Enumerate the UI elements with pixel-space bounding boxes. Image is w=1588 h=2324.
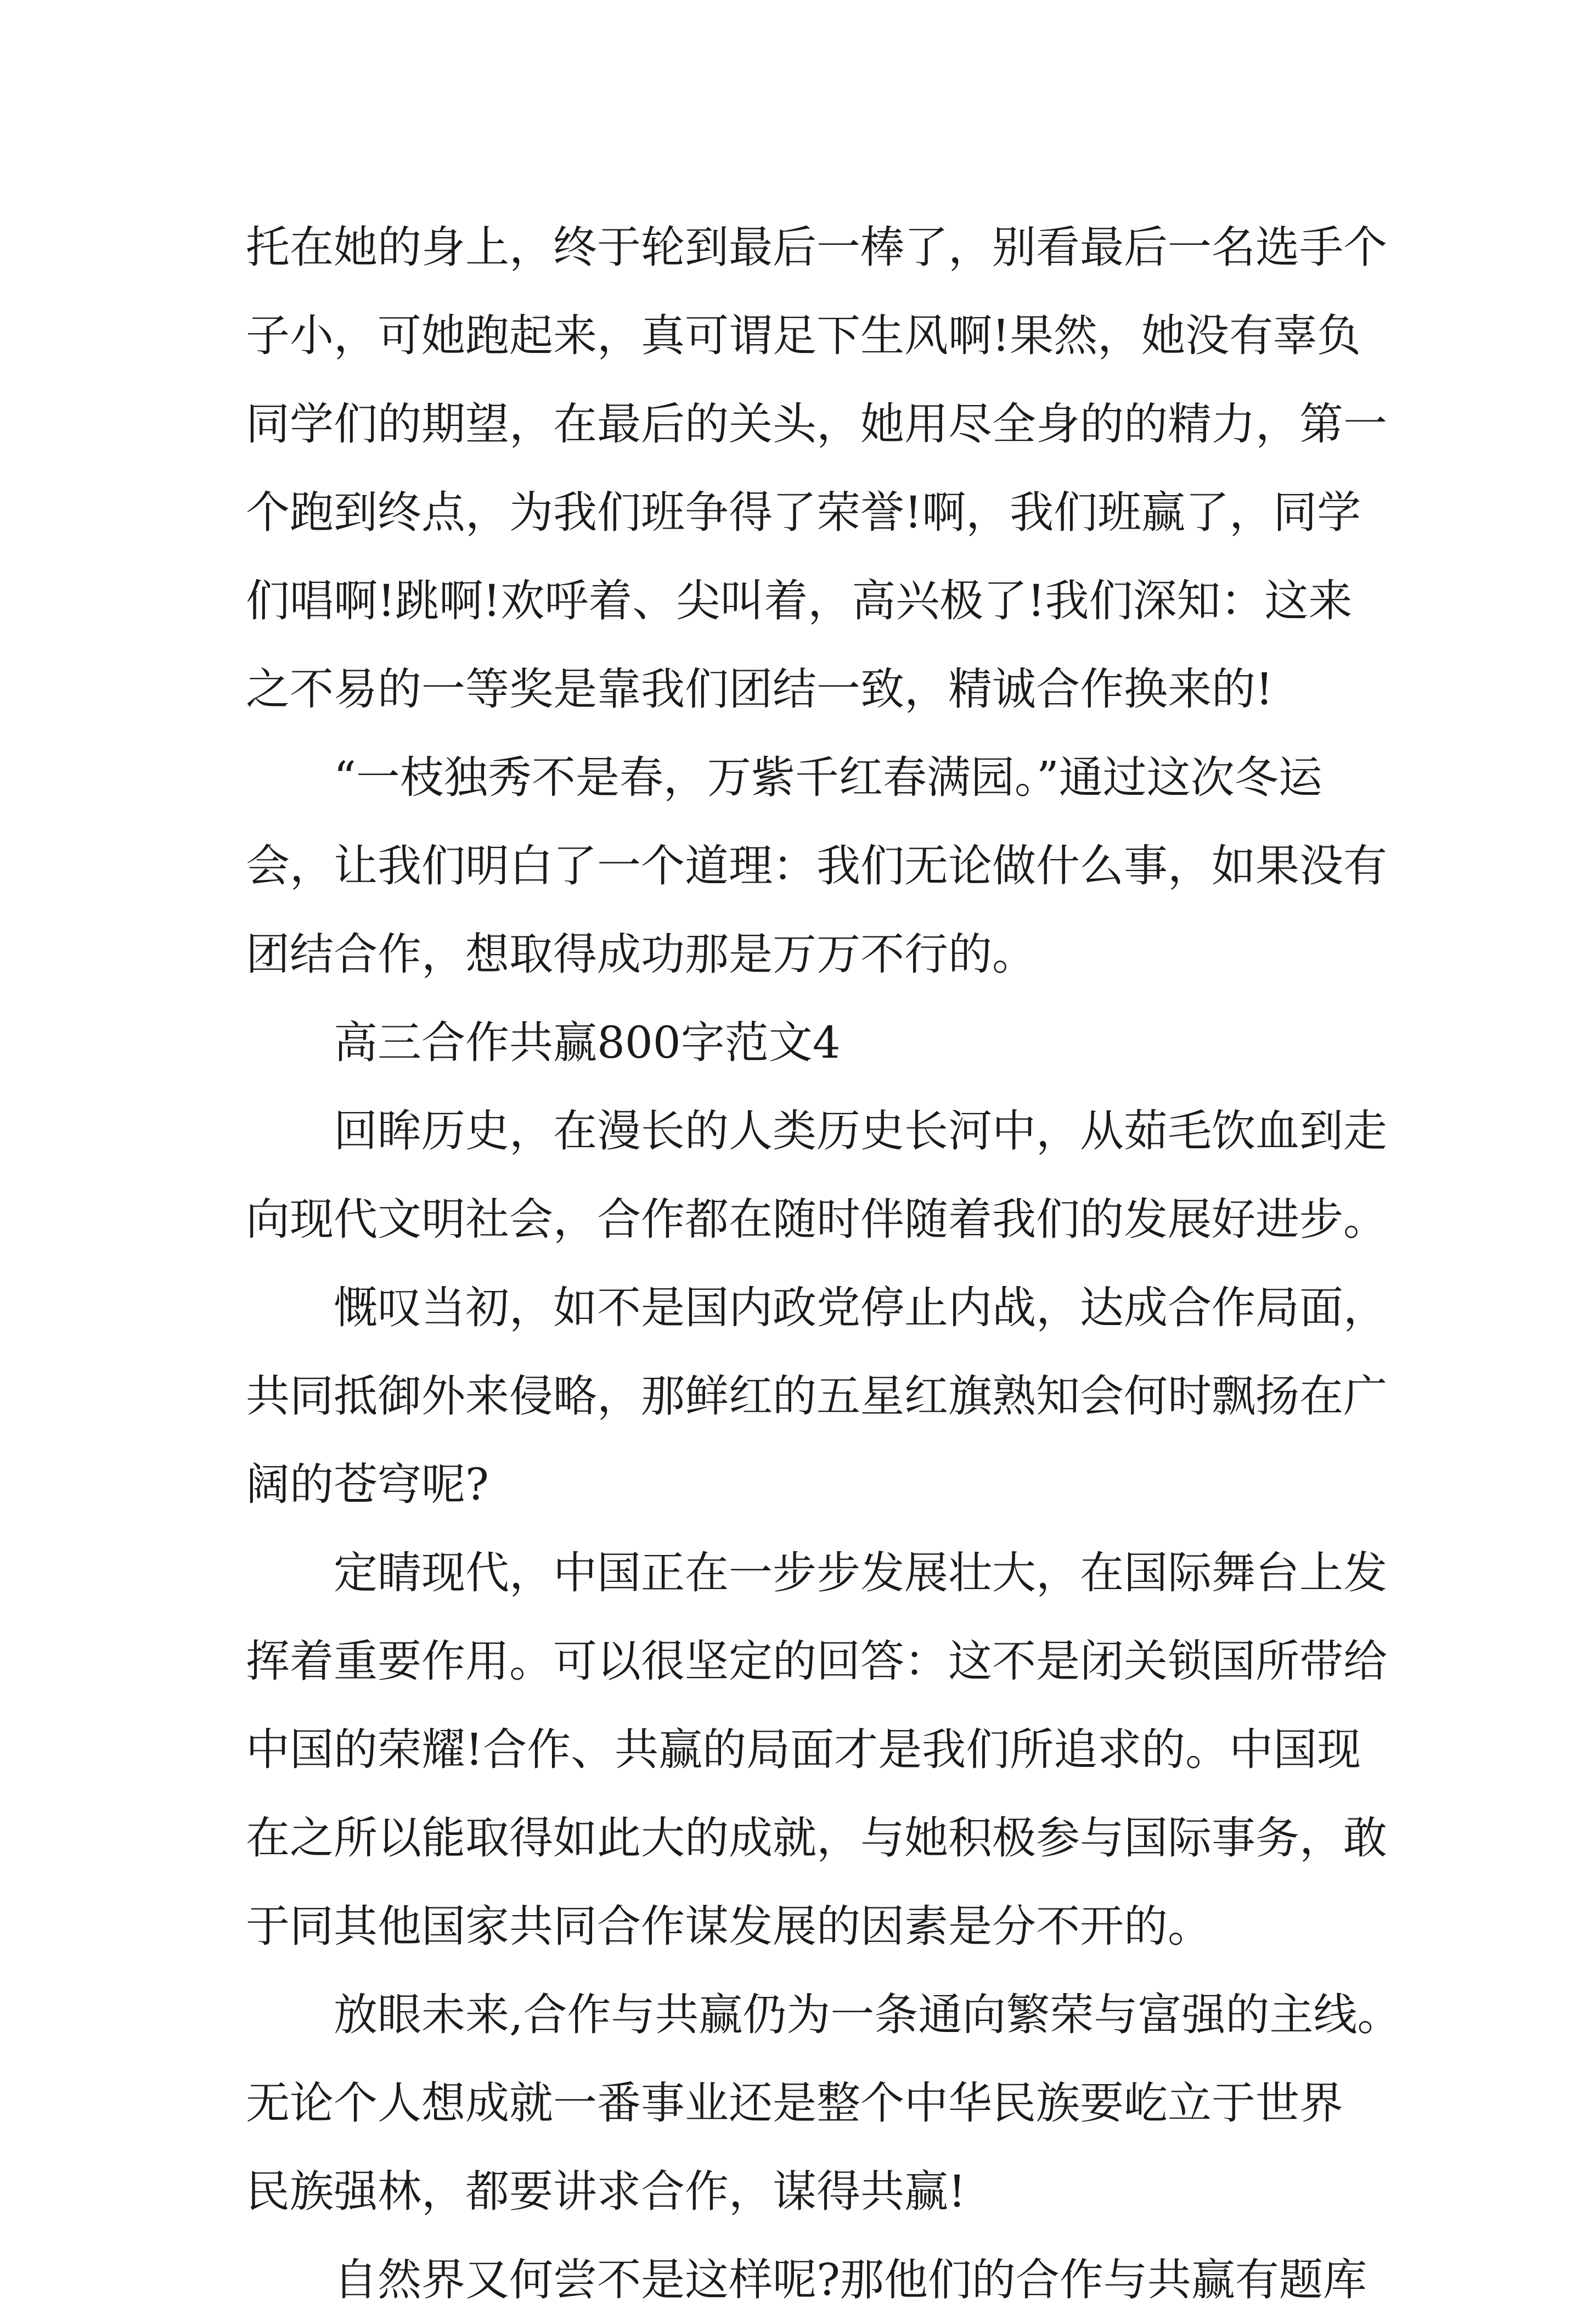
paragraph-start-line: 慨叹当初，如不是国内政党停止内战，达成合作局面， — [334, 1282, 1387, 1333]
text-line: 阔的苍穹呢? — [246, 1459, 489, 1510]
text-line: 民族强林，都要讲求合作，谋得共赢! — [246, 2166, 966, 2217]
text-line: 于同其他国家共同合作谋发展的因素是分不开的。 — [246, 1901, 1212, 1952]
text-line: 托在她的身上，终于轮到最后一棒了，别看最后一名选手个 — [246, 222, 1387, 273]
text-line: 共同抵御外来侵略，那鲜红的五星红旗熟知会何时飘扬在广 — [246, 1371, 1387, 1422]
paragraph-start-line: 自然界又何尝不是这样呢?那他们的合作与共赢有题库 — [334, 2254, 1367, 2305]
text-line: 中国的荣耀!合作、共赢的局面才是我们所追求的。中国现 — [246, 1724, 1361, 1775]
text-line: 向现代文明社会，合作都在随时伴随着我们的发展好进步。 — [246, 1194, 1387, 1245]
paragraph-start-line: 放眼未来,合作与共赢仍为一条通向繁荣与富强的主线。 — [334, 1989, 1401, 2040]
text-line: 们唱啊!跳啊!欢呼着、尖叫着，高兴极了!我们深知：这来 — [246, 575, 1353, 626]
body-text — [246, 203, 1401, 2324]
text-line: 之不易的一等奖是靠我们团结一致，精诚合作换来的! — [246, 664, 1274, 715]
text-line: 挥着重要作用。可以很坚定的回答：这不是闭关锁国所带给 — [246, 1636, 1387, 1687]
section-heading: 高三合作共赢800字范文4 — [334, 1017, 841, 1068]
text-line: 在之所以能取得如此大的成就，与她积极参与国际事务，敢 — [246, 1812, 1387, 1863]
paragraph-start-line: 定睛现代，中国正在一步步发展壮大，在国际舞台上发 — [334, 1547, 1387, 1598]
paragraph-start-line: 回眸历史，在漫长的人类历史长河中，从茹毛饮血到走 — [334, 1105, 1387, 1157]
text-line: 无论个人想成就一番事业还是整个中华民族要屹立于世界 — [246, 2078, 1343, 2129]
paragraph-start-line: “一枝独秀不是春，万紫千红春满园。”通过这次冬运 — [334, 752, 1322, 803]
text-line: 个跑到终点，为我们班争得了荣誉!啊，我们班赢了，同学 — [246, 487, 1361, 538]
text-line: 会，让我们明白了一个道理：我们无论做什么事，如果没有 — [246, 840, 1387, 891]
text-line: 团结合作，想取得成功那是万万不行的。 — [246, 929, 1036, 980]
text-line: 同学们的期望，在最后的关头，她用尽全身的的精力，第一 — [246, 398, 1387, 450]
text-line: 子小，可她跑起来，真可谓足下生风啊!果然，她没有辜负 — [246, 310, 1361, 361]
